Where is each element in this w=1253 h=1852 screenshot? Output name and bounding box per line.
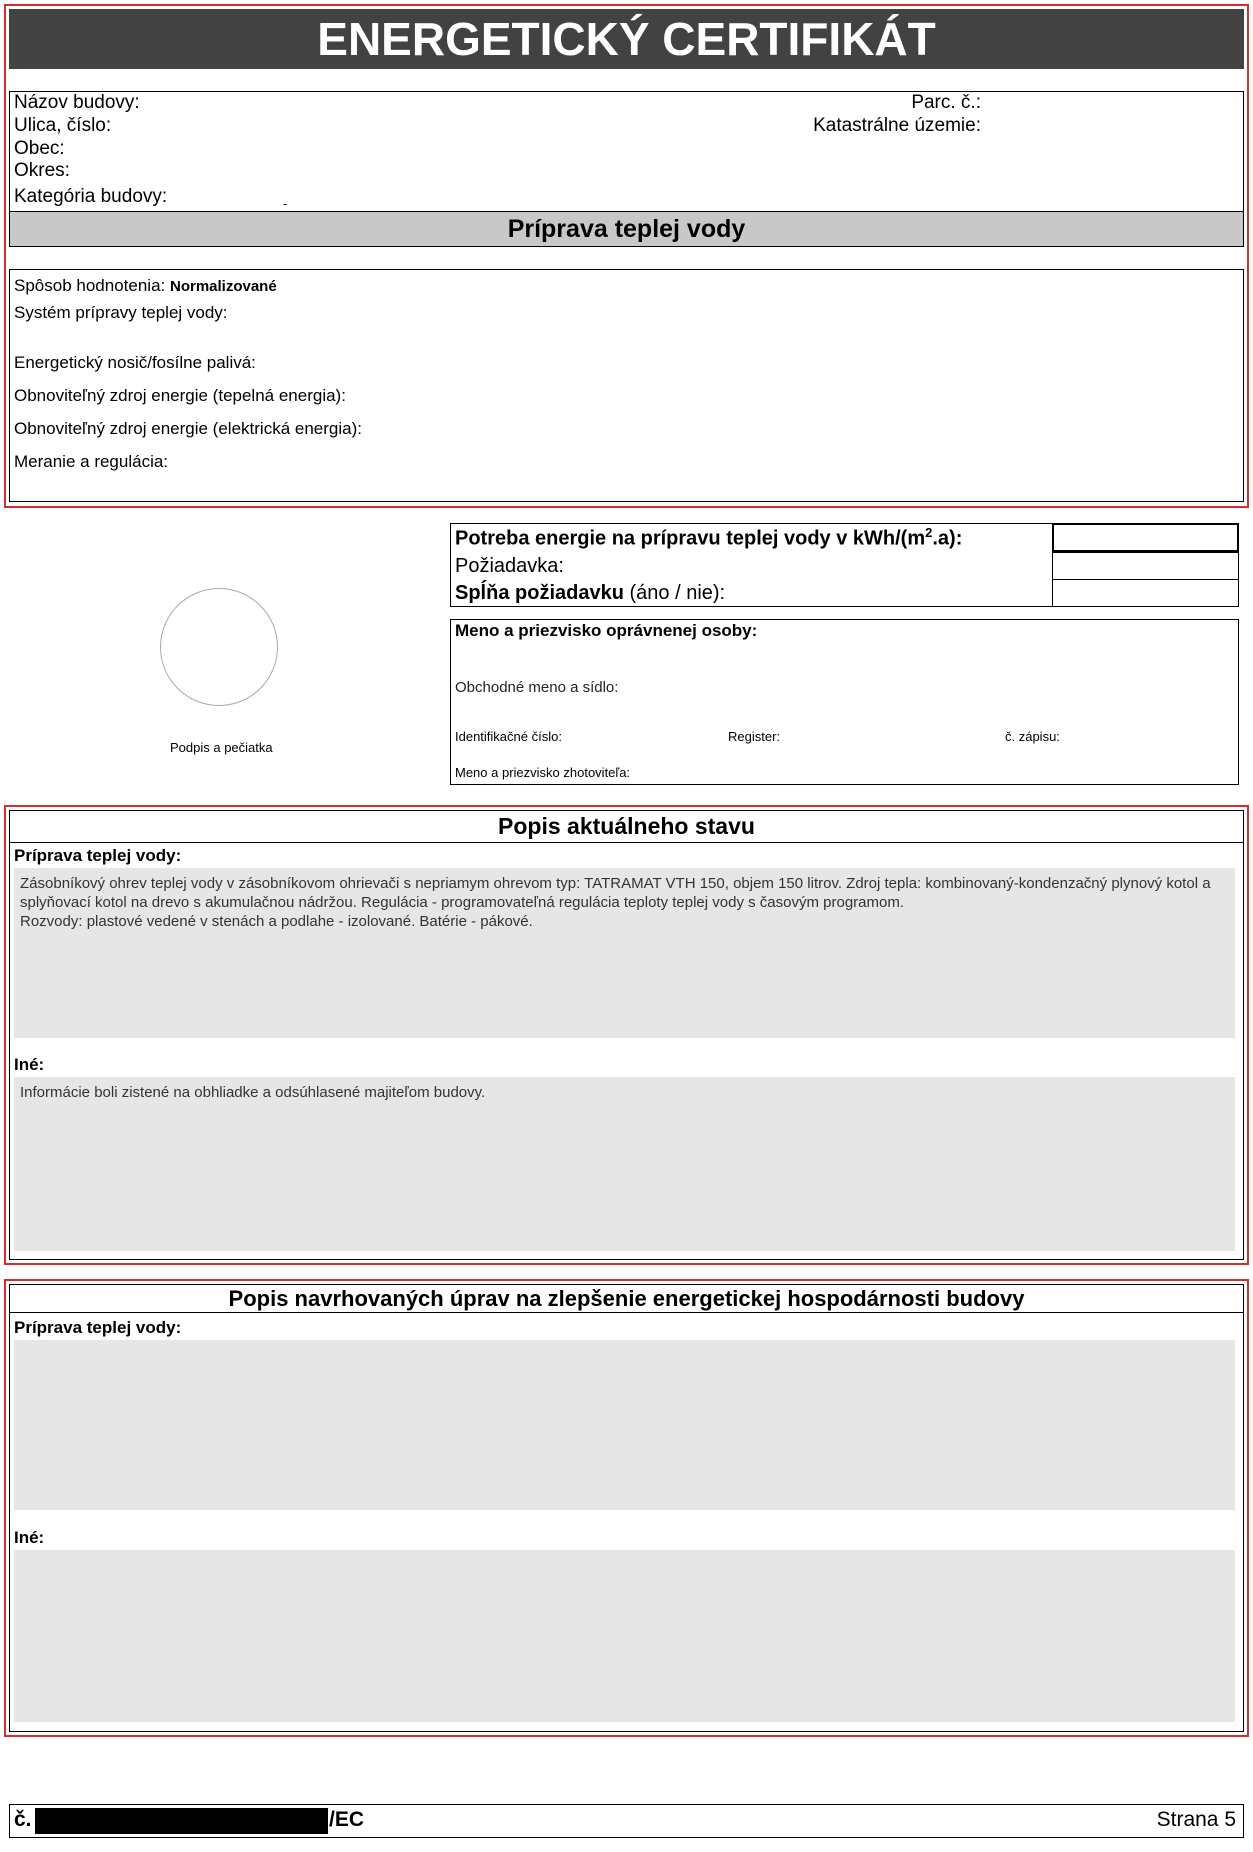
metering-regulation-label: Meranie a regulácia: bbox=[14, 452, 169, 471]
current-water-text-2: Rozvody: plastové vedené v stenách a podlahe - izolované. Batérie - pákové. bbox=[20, 913, 533, 930]
proposed-other-description[interactable] bbox=[14, 1550, 1235, 1722]
current-water-label: Príprava teplej vody: bbox=[14, 846, 182, 865]
energy-meets-value-cell[interactable] bbox=[1052, 579, 1239, 607]
energy-requirement-label: Požiadavka: bbox=[455, 555, 564, 577]
stamp-circle bbox=[160, 588, 278, 706]
current-water-text-1: Zásobníkový ohrev teplej vody v zásobníkovom ohrievači s nepriamym ohrevom typ: TATRAMAT VTH 150, objem 150 litrov. Zdroj tepla: kombinovaný-kondenzačný plynový kotol a splyňovací kotol na drevo s akumulačnou nádržou. Regulácia - programovateľná regulácia teploty teplej vody s časovým programom. bbox=[20, 875, 1211, 911]
current-state-heading: Popis aktuálneho stavu bbox=[10, 811, 1243, 843]
energy-need-label bbox=[455, 525, 962, 551]
authorized-person-name-label: Meno a priezvisko oprávnenej osoby: bbox=[455, 621, 758, 640]
hot-water-system-label: Systém prípravy teplej vody: bbox=[14, 303, 228, 322]
current-water-description bbox=[14, 868, 1235, 1038]
building-name-label: Názov budovy: bbox=[14, 92, 140, 113]
authorized-person-box bbox=[450, 619, 1239, 785]
current-other-description bbox=[14, 1077, 1235, 1251]
proposed-water-label: Príprava teplej vody: bbox=[14, 1318, 182, 1337]
contractor-name-label: Meno a priezvisko zhotoviteľa: bbox=[455, 765, 631, 780]
parcel-number-label: Parc. č.: bbox=[911, 92, 981, 113]
renewable-heat-label: Obnoviteľný zdroj energie (tepelná energia): bbox=[14, 386, 346, 405]
footer-number-suffix: /EC bbox=[329, 1808, 365, 1831]
redacted-certificate-number bbox=[35, 1808, 328, 1834]
renewable-electric-label: Obnoviteľný zdroj energie (elektrická energia): bbox=[14, 419, 362, 438]
hot-water-heading: Príprava teplej vody bbox=[9, 211, 1244, 247]
energy-meets-rest: (áno / nie): bbox=[623, 582, 726, 604]
building-category-label: Kategória budovy: bbox=[14, 186, 168, 207]
energy-need-unit: .a): bbox=[932, 527, 963, 550]
building-street-label: Ulica, číslo: bbox=[14, 115, 112, 136]
building-town-label: Obec: bbox=[14, 138, 65, 159]
current-other-label: Iné: bbox=[14, 1055, 45, 1074]
footer-page-number: Strana 5 bbox=[1156, 1808, 1236, 1831]
building-category-mark: - bbox=[283, 196, 288, 211]
register-label: Register: bbox=[728, 729, 781, 744]
proposed-other-label: Iné: bbox=[14, 1528, 45, 1547]
energy-need-sup: 2 bbox=[925, 525, 933, 540]
cadastral-area-label: Katastrálne územie: bbox=[813, 115, 981, 136]
proposed-heading: Popis navrhovaných úprav na zlepšenie energetickej hospodárnosti budovy bbox=[10, 1285, 1243, 1313]
energy-meets-label bbox=[455, 582, 725, 605]
page-title: ENERGETICKÝ CERTIFIKÁT bbox=[9, 9, 1244, 69]
energy-requirement-value-cell[interactable] bbox=[1052, 552, 1239, 580]
energy-need-text: Potreba energie na prípravu teplej vody v kWh/(m bbox=[455, 527, 926, 550]
entry-number-label: č. zápisu: bbox=[1005, 729, 1060, 744]
business-name-label: Obchodné meno a sídlo: bbox=[455, 679, 619, 696]
evaluation-method-caption: Spôsob hodnotenia: bbox=[14, 276, 166, 295]
building-district-label: Okres: bbox=[14, 160, 70, 181]
energy-carrier-label: Energetický nosič/fosílne palivá: bbox=[14, 353, 256, 372]
identification-number-label: Identifikačné číslo: bbox=[455, 729, 562, 744]
evaluation-method-value: Normalizované bbox=[169, 278, 277, 295]
building-info-box bbox=[9, 91, 1244, 212]
current-other-text: Informácie boli zistené na obhliadke a odsúhlasené majiteľom budovy. bbox=[20, 1084, 486, 1101]
evaluation-method-label bbox=[14, 276, 277, 296]
signature-stamp-label: Podpis a pečiatka bbox=[170, 740, 273, 755]
energy-need-value-cell[interactable] bbox=[1052, 523, 1239, 552]
energy-meets-bold: Spĺňa požiadavku bbox=[455, 582, 624, 604]
proposed-water-description[interactable] bbox=[14, 1340, 1235, 1510]
footer-number-prefix: č. bbox=[14, 1808, 32, 1831]
